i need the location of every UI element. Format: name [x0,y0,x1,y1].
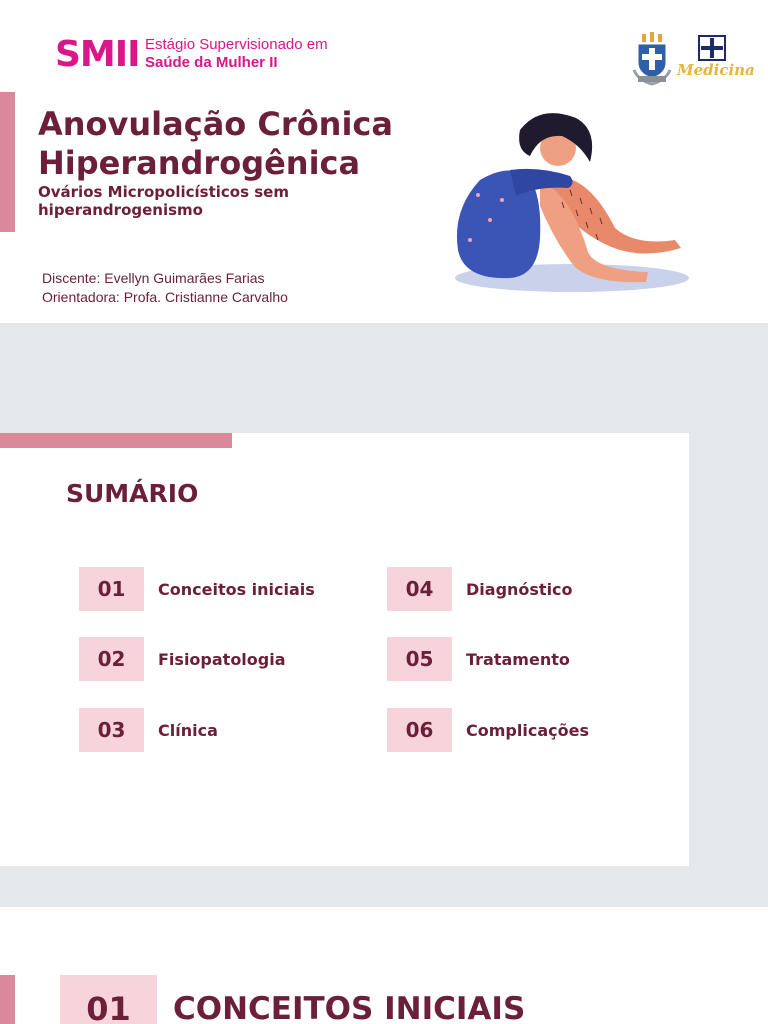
accent-bar [0,92,15,232]
summary-item-label: Tratamento [466,649,570,669]
summary-item-number: 06 [387,708,452,752]
smii-logo: SMII [55,34,140,75]
advisor-name: Orientadora: Profa. Cristianne Carvalho [42,289,288,305]
presentation-title: Anovulação Crônica Hiperandrogênica [38,105,393,182]
summary-item-label: Diagnóstico [466,579,573,599]
summary-item-number: 01 [79,567,144,611]
student-name: Discente: Evellyn Guimarães Farias [42,270,265,286]
cover-slide [0,0,768,323]
section-slide [0,907,768,1024]
summary-item-label: Fisiopatologia [158,649,286,669]
smii-logo-line1: Estágio Supervisionado em [145,36,328,53]
section-title: CONCEITOS INICIAIS [173,991,526,1024]
medicina-cross-icon [677,34,747,62]
summary-card [0,433,689,866]
sad-woman-illustration [450,110,695,300]
accent-bar [0,433,232,448]
medicina-logo-text: Medicina [677,61,755,79]
summary-item-number: 03 [79,708,144,752]
presentation-subtitle: Ovários Micropolicísticos sem hiperandrogenismo [38,183,289,219]
summary-item-label: Conceitos iniciais [158,579,315,599]
summary-item-number: 04 [387,567,452,611]
medicina-logo [677,34,755,86]
summary-item-complicacoes[interactable] [387,708,589,752]
summary-item-label: Clínica [158,720,218,740]
summary-item-clinica[interactable] [79,708,218,752]
university-crest-icon [632,32,672,86]
summary-item-number: 02 [79,637,144,681]
section-number: 01 [60,975,157,1024]
summary-item-diagnostico[interactable] [387,567,573,611]
summary-item-number: 05 [387,637,452,681]
summary-item-tratamento[interactable] [387,637,570,681]
summary-title: SUMÁRIO [66,479,199,508]
summary-item-fisiopatologia[interactable] [79,637,286,681]
accent-bar [0,975,15,1024]
summary-item-conceitos[interactable] [79,567,315,611]
summary-item-label: Complicações [466,720,589,740]
smii-logo-line2: Saúde da Mulher II [145,54,278,71]
summary-slide [0,323,768,907]
